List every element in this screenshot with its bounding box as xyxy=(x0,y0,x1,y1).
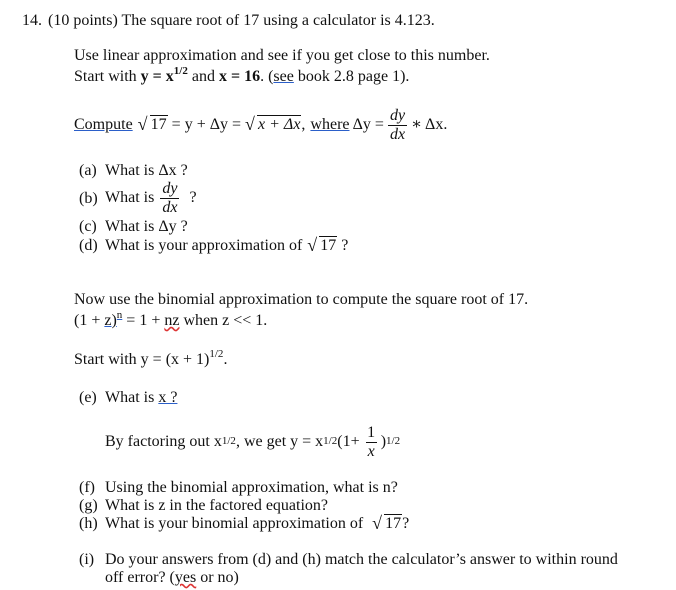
problem-number: 14. xyxy=(22,12,42,29)
item-i-line-2: off error? (yes or no) xyxy=(105,569,239,586)
sqrt-17: √ 17 xyxy=(137,114,167,134)
item-f: Using the binomial approximation, what is n? xyxy=(105,479,398,496)
item-h: What is your binomial approximation of √ 17? xyxy=(105,513,410,533)
label-b: (b) xyxy=(79,190,98,207)
label-g: (g) xyxy=(79,497,98,514)
item-a: What is Δx ? xyxy=(105,162,188,179)
binomial-line-2: $(1 + z)^n = 1$ + nz when z << 1. xyxy=(74,308,268,329)
binomial-line-1: Now use the binomial approximation to compute the square root of 17. xyxy=(74,291,529,308)
item-i-line-1: Do your answers from (d) and (h) match the calculator’s answer to within round xyxy=(105,551,618,568)
problem-header: (10 points) The square root of 17 using a calculator is 4.123. xyxy=(48,12,435,29)
item-e: What is x ? xyxy=(105,389,178,406)
label-d: (d) xyxy=(79,237,98,254)
intro-line-2: Start with $y = x^{1/2}$ and x = 16. (see book 2.8 page 1). xyxy=(74,64,410,85)
label-c: (c) xyxy=(79,218,97,235)
label-e: (e) xyxy=(79,389,97,406)
label-i: (i) xyxy=(79,551,95,568)
item-b: What is $\frac{dy}{dx}$ ? xyxy=(105,179,197,216)
compute-word: Compute xyxy=(74,116,133,133)
factoring-line: By factoring out x $^{1/2}$ , we get y = x $^{1/2}$ (1+ $\frac{1}{x}$ ) $^{1/2}$ xyxy=(105,423,401,460)
start-with-line: Start with $y = (x + 1)^{1/2}$. xyxy=(74,347,228,368)
intro-line-1: Use linear approximation and see if you get close to this number. xyxy=(74,47,490,64)
item-g: What is z in the factored equation? xyxy=(105,497,329,514)
compute-line: Compute √ 17 = y + Δy = √ x + Δx , where Δy = $\frac{dy}{dx}$ ∗ Δx. xyxy=(74,106,448,143)
item-c: What is Δy ? xyxy=(105,218,188,235)
label-h: (h) xyxy=(79,515,98,532)
dy-dx-fraction: $\frac{dy}{dx}$ xyxy=(389,106,406,143)
sqrt-x-plus-dx: √ x + Δx xyxy=(245,114,301,134)
label-f: (f) xyxy=(79,479,95,496)
item-d: What is your approximation of √ 17 ? xyxy=(105,235,349,255)
label-a: (a) xyxy=(79,162,97,179)
